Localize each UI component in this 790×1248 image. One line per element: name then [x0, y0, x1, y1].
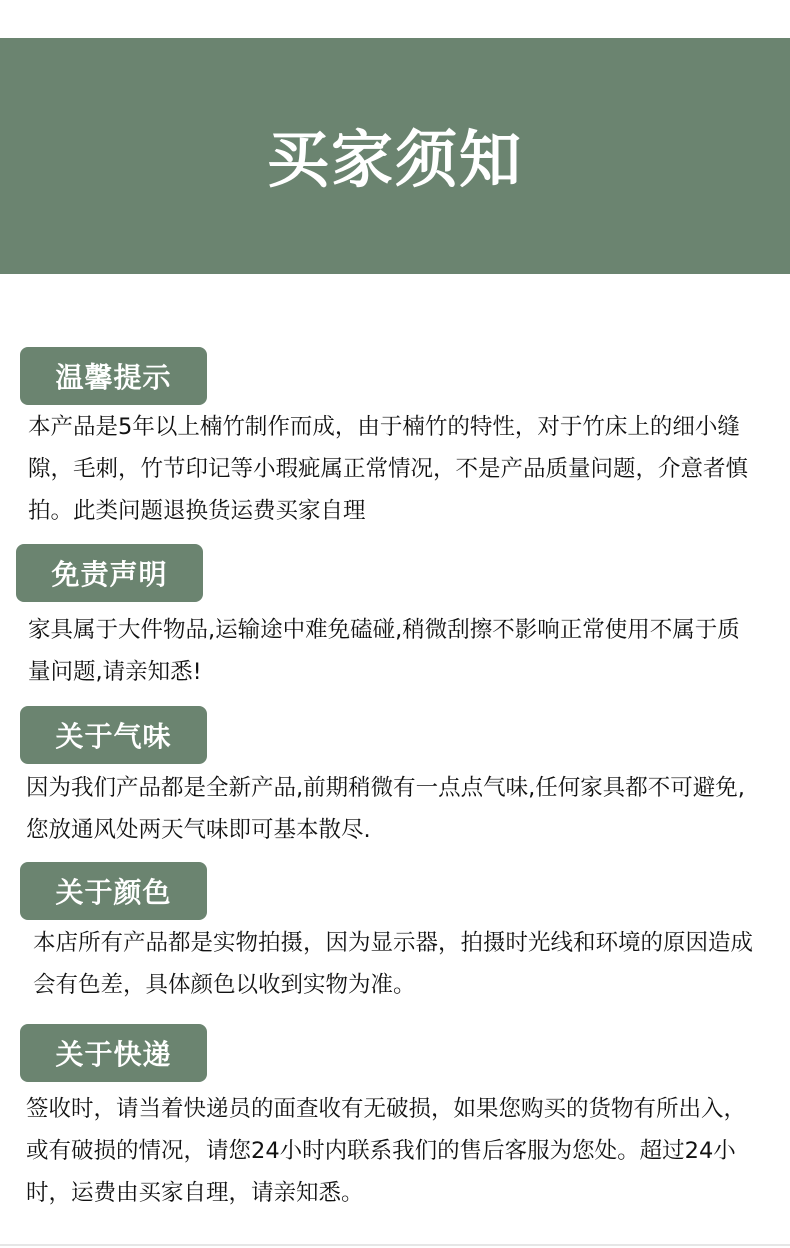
header-banner — [0, 38, 790, 274]
section-text-color: 本店所有产品都是实物拍摄，因为显示器，拍摄时光线和环境的原因造成会有色差，具体颜色以收到实物为准。 — [33, 930, 754, 998]
section-text-delivery: 签收时，请当着快递员的面查收有无破损，如果您购买的货物有所出入，或有破损的情况，请您24小时内联系我们的售后客服为您处。超过24小时，运费由买家自理，请亲知悉。 — [26, 1096, 747, 1206]
section-text-disclaimer: 家具属于大件物品,运输途中难免磕碰,稍微刮擦不影响正常使用不属于质量问题,请亲知悉! — [28, 617, 740, 685]
section-text-tips: 本产品是5年以上楠竹制作而成，由于楠竹的特性，对于竹床上的细小缝隙，毛刺，竹节印记等小瑕疵属正常情况，不是产品质量问题，介意者慎拍。此类问题退换货运费买家自理 — [28, 414, 749, 524]
page-title: 买家须知 — [266, 122, 523, 196]
section-heading-odor: 关于气味 — [20, 706, 207, 764]
bottom-divider — [0, 1244, 790, 1246]
section-heading-tips: 温馨提示 — [20, 347, 207, 405]
section-heading-delivery: 关于快递 — [20, 1024, 207, 1082]
section-heading-color: 关于颜色 — [20, 862, 207, 920]
section-text-odor: 因为我们产品都是全新产品,前期稍微有一点点气味,任何家具都不可避免,您放通风处两天气味即可基本散尽. — [26, 775, 745, 843]
section-heading-disclaimer: 免责声明 — [16, 544, 203, 602]
